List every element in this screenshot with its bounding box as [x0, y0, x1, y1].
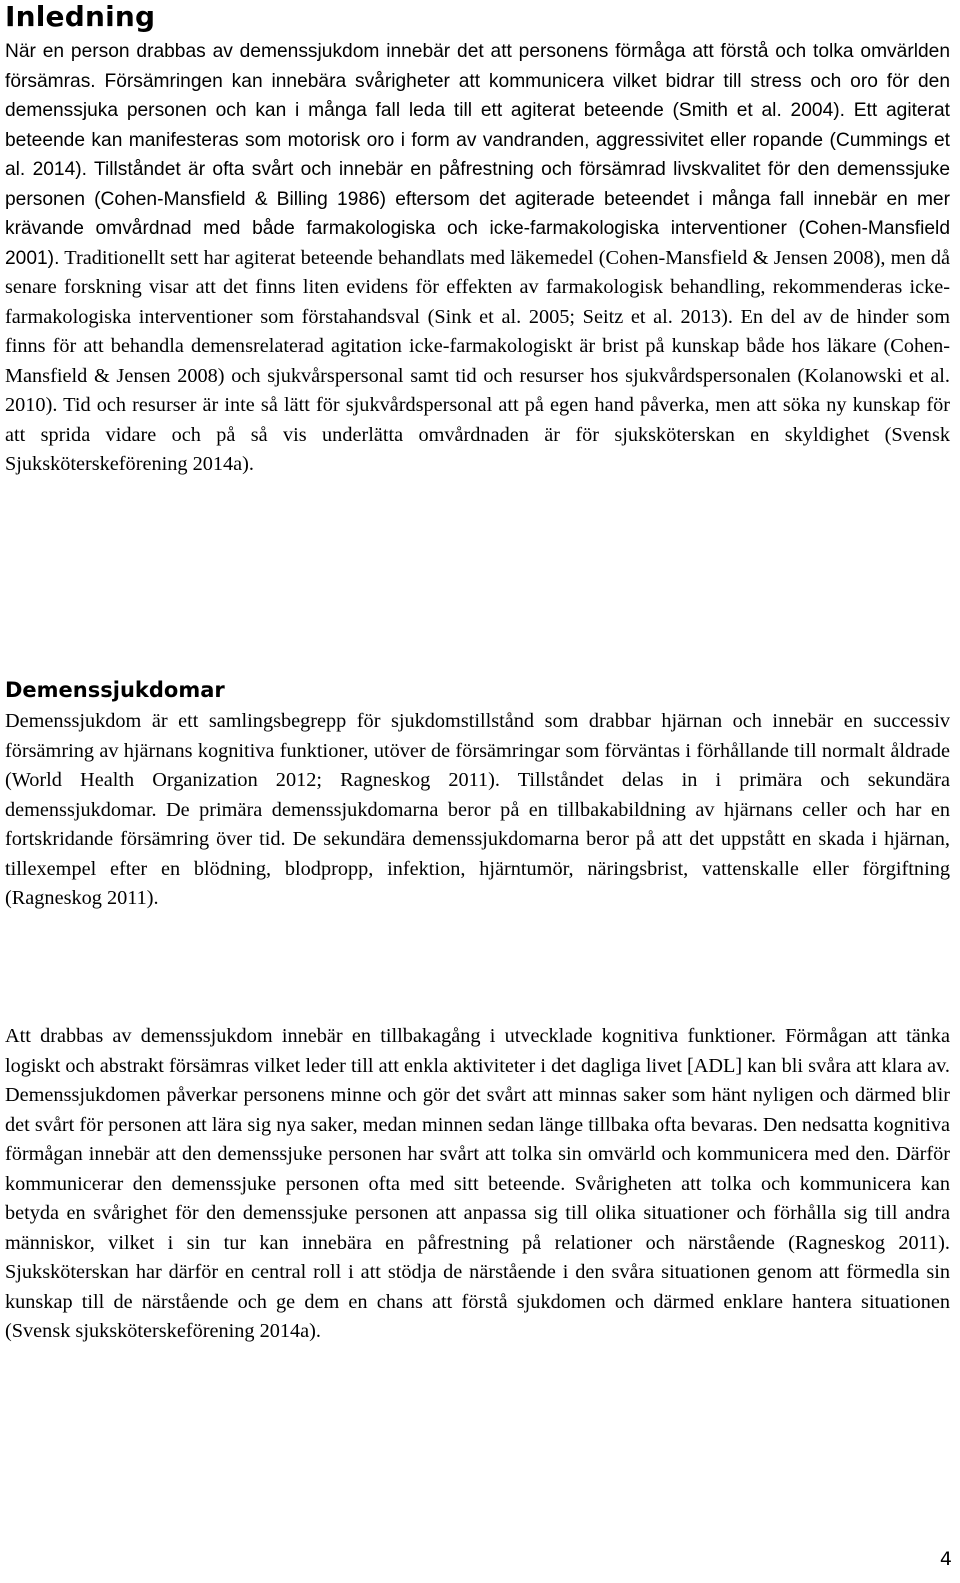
- paragraph-inledning-sans-part: När en person drabbas av demenssjukdom innebär det att personens förmåga att förstå och tolka omvärlden försämras. Försämringen kan innebära svårigheter att kommunicera vilket bidrar till stress och oro för den demenssjuka personen och kan i många fall leda till ett agiterat beteende (Smith et al. 2004). Ett agiterat beteende kan manifesteras som motorisk oro i form av vandranden, aggressivitet eller ropande (Cummings et al. 2014). Tillståndet är ofta svårt och innebär en påfrestning och försämrad livskvalitet för den demenssjuke personen (Cohen-Mansfield & Billing 1986) eftersom det agiterade beteendet i många fall innebär en mer krävande omvårdnad med både farmakologiska och icke-farmakologiska interventioner (Cohen-Mansfield 2001).: [5, 41, 950, 269]
- paragraph-demenssjukdomar-definition: Demenssjukdom är ett samlingsbegrepp för sjukdomstillstånd som drabbar hjärnan och innebär en successiv försämring av hjärnans kognitiva funktioner, utöver de försämringar som förväntas i förhållande till normalt åldrade (World Health Organization 2012; Ragneskog 2011). Tillståndet delas in i primära och sekundära demenssjukdomar. De primära demenssjukdomarna beror på en tillbakabildning av hjärnans celler och har en fortskridande försämring över tid. De sekundära demenssjukdomarna beror på att det uppstått en skada i hjärnan, tillexempel efter en blödning, blodpropp, infektion, hjärntumör, näringsbrist, vattenskalle eller förgiftning (Ragneskog 2011).: [5, 710, 950, 909]
- subsection-heading-demenssjukdomar: Demenssjukdomar: [5, 678, 225, 702]
- paragraph-demenssjukdomar-effects: Att drabbas av demenssjukdom innebär en tillbakagång i utvecklade kognitiva funktioner. Förmågan att tänka logiskt och abstrakt försämras vilket leder till att enkla aktiviteter i det dagliga livet [ADL] kan bli svåra att klara av. Demenssjukdomen påverkar personens minne och gör det svårt att minnas saker som hänt nyligen och därmed blir det svårt för personen att lära sig nya saker, medan minnen sedan länge tillbaka ofta bevaras. Den nedsatta kognitiva förmågan innebär att den demenssjuke personen har svårt att tolka sin omvärld och kommunicera med den. Därför kommunicerar den demenssjuke personen ofta med sitt beteende. Svårigheten att tolka och kommunicera kan betyda en svårighet för den demenssjuke personen att anpassa sig till olika situationer och förhålla sig till andra människor, vilket i sin tur kan innebära en påfrestning på relationer och närstående (Ragneskog 2011). Sjuksköterskan har därför en central roll i att stödja de närstående i den svåra situationen genom att förmedla sin kunskap till de närstående och ge dem en chans att förstå sjukdomen och därmed enklare hantera situationen (Svensk sjuksköterskeförening 2014a).: [5, 1025, 950, 1342]
- paragraph-inledning: [5, 37, 950, 480]
- paragraph-inledning-serif-part: Traditionellt sett har agiterat beteende behandlats med läkemedel (Cohen-Mansfield & Jensen 2008), men då senare forskning visar att det finns liten evidens för effekten av farmakologisk behandling, rekommenderas icke-farmakologiska interventioner som förstahandsval (Sink et al. 2005; Seitz et al. 2013). En del av de hinder som finns för att behandla demensrelaterad agitation icke-farmakologiskt är brist på kunskap både hos läkare (Cohen-Mansfield & Jensen 2008) och sjukvårspersonal samt tid och resurser hos sjukvårdspersonalen (Kolanowski et al. 2010). Tid och resurser är inte så lätt för sjukvårdspersonal att på egen hand påverka, men att söka ny kunskap för att sprida vidare och på så vis underlätta omvårdnaden är för sjuksköterskan en skyldighet (Svensk Sjuksköterskeförening 2014a).: [5, 246, 950, 475]
- page-number: 4: [939, 1548, 952, 1570]
- section-heading-inledning: Inledning: [5, 0, 156, 33]
